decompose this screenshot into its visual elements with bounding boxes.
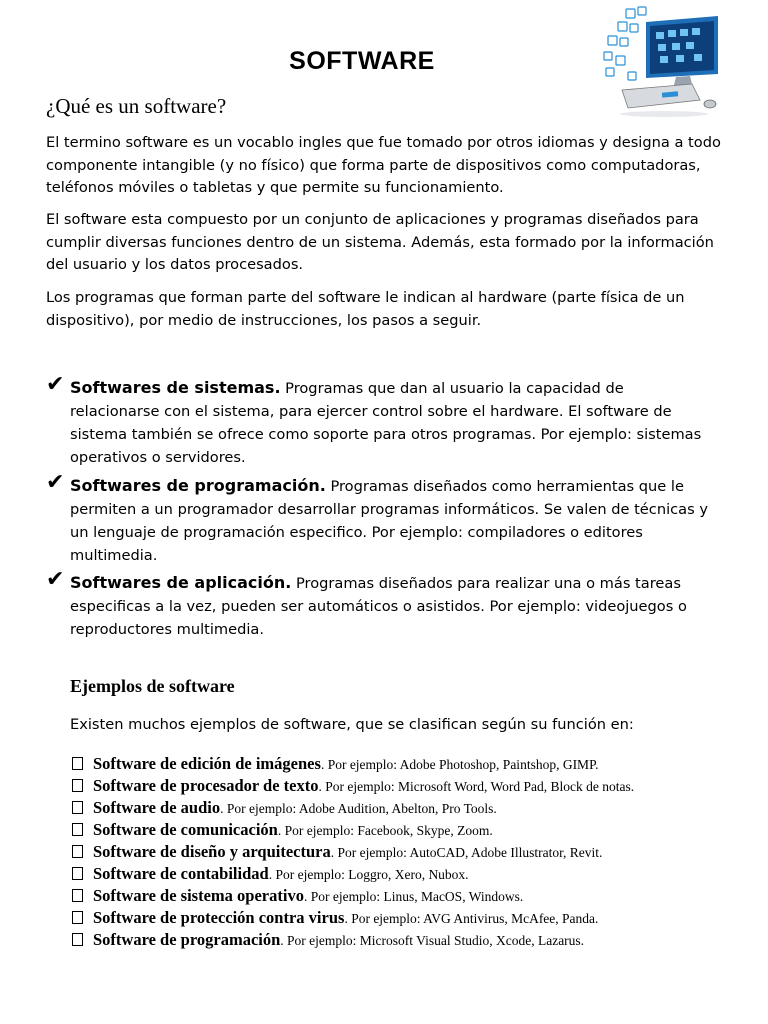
example-description: . Por ejemplo: Adobe Photoshop, Paintshop, GIMP. (320, 757, 599, 772)
software-type-item (46, 567, 716, 641)
software-type-description: Programas que dan al usuario la capacidad de relacionarse con el sistema, para ejercer control sobre el hardware. El software de sistema también se ofrece como soporte para otros programas. Por ejemplo: sistemas operativos o servidores. (70, 380, 702, 466)
software-type-description: Programas diseñados como herramientas que le permiten a un programador desarrollar programas informáticos. Se valen de técnicas y un lenguaje de programación especifico. Por ejemplo: compiladores o editores multimedia. (70, 478, 708, 564)
software-type-term: Softwares de sistemas. (70, 378, 281, 397)
computer-illustration-icon (600, 4, 730, 120)
example-term: Software de diseño y arquitectura (93, 842, 331, 861)
checkbox-icon (72, 911, 83, 924)
list-item (70, 886, 700, 906)
example-description: . Por ejemplo: Facebook, Skype, Zoom. (277, 823, 493, 838)
checkbox-icon (72, 845, 83, 858)
checkmark-icon: ✔ (46, 567, 65, 592)
page-title: SOFTWARE (289, 47, 435, 75)
example-description: . Por ejemplo: Adobe Audition, Abelton, Pro Tools. (220, 801, 497, 816)
list-item (70, 930, 700, 950)
checkbox-icon (72, 779, 83, 792)
example-term: Software de sistema operativo (93, 886, 304, 905)
checkbox-icon (72, 889, 83, 902)
software-type-item (46, 470, 716, 567)
list-item (70, 754, 700, 774)
paragraph-definition: El termino software es un vocablo ingles que fue tomado por otros idiomas y designa a todo componente intangible (y no físico) que forma parte de dispositivos como computadoras, teléfonos móviles o tabletas y que permite su funcionamiento. (46, 134, 721, 196)
example-term: Software de comunicación (93, 820, 278, 839)
examples-heading: Ejemplos de software (70, 676, 235, 696)
example-term: Software de audio (93, 798, 221, 817)
example-description: . Por ejemplo: AVG Antivirus, McAfee, Panda. (344, 911, 599, 926)
list-item (70, 776, 700, 796)
checkbox-icon (72, 867, 83, 880)
software-type-term: Softwares de aplicación. (70, 573, 292, 592)
paragraph-composition: El software esta compuesto por un conjunto de aplicaciones y programas diseñados para cumplir diversas funciones dentro de un sistema. Además, esta formado por la información del usuario y los datos procesados. (46, 211, 714, 273)
checkbox-icon (72, 823, 83, 836)
checkbox-icon (72, 757, 83, 770)
example-term: Software de protección contra virus (93, 908, 345, 927)
checkmark-icon: ✔ (46, 470, 65, 495)
checkbox-icon (72, 801, 83, 814)
list-item (70, 908, 700, 928)
example-term: Software de contabilidad (93, 864, 269, 883)
list-item (70, 798, 700, 818)
checkmark-icon: ✔ (46, 372, 65, 397)
software-type-term: Softwares de programación. (70, 476, 326, 495)
example-description: . Por ejemplo: AutoCAD, Adobe Illustrator, Revit. (330, 845, 603, 860)
list-item (70, 820, 700, 840)
example-description: . Por ejemplo: Microsoft Word, Word Pad, Block de notas. (318, 779, 635, 794)
checkbox-icon (72, 933, 83, 946)
example-description: . Por ejemplo: Loggro, Xero, Nubox. (268, 867, 469, 882)
examples-intro: Existen muchos ejemplos de software, que se clasifican según su función en: (70, 716, 634, 733)
software-type-item (46, 372, 716, 469)
list-item (70, 864, 700, 884)
software-type-description: Programas diseñados para realizar una o más tareas especificas a la vez, pueden ser automáticos o asistidos. Por ejemplo: videojuegos o reproductores multimedia. (70, 575, 687, 638)
example-description: . Por ejemplo: Microsoft Visual Studio, Xcode, Lazarus. (280, 933, 585, 948)
paragraph-instructions: Los programas que forman parte del software le indican al hardware (parte física de un dispositivo), por medio de instrucciones, los pasos a seguir. (46, 289, 685, 329)
question-heading: ¿Qué es un software? (46, 94, 227, 118)
example-description: . Por ejemplo: Linus, MacOS, Windows. (303, 889, 524, 904)
examples-list (70, 754, 700, 952)
list-item (70, 842, 700, 862)
example-term: Software de procesador de texto (93, 776, 319, 795)
example-term: Software de edición de imágenes (93, 754, 321, 773)
example-term: Software de programación (93, 930, 281, 949)
